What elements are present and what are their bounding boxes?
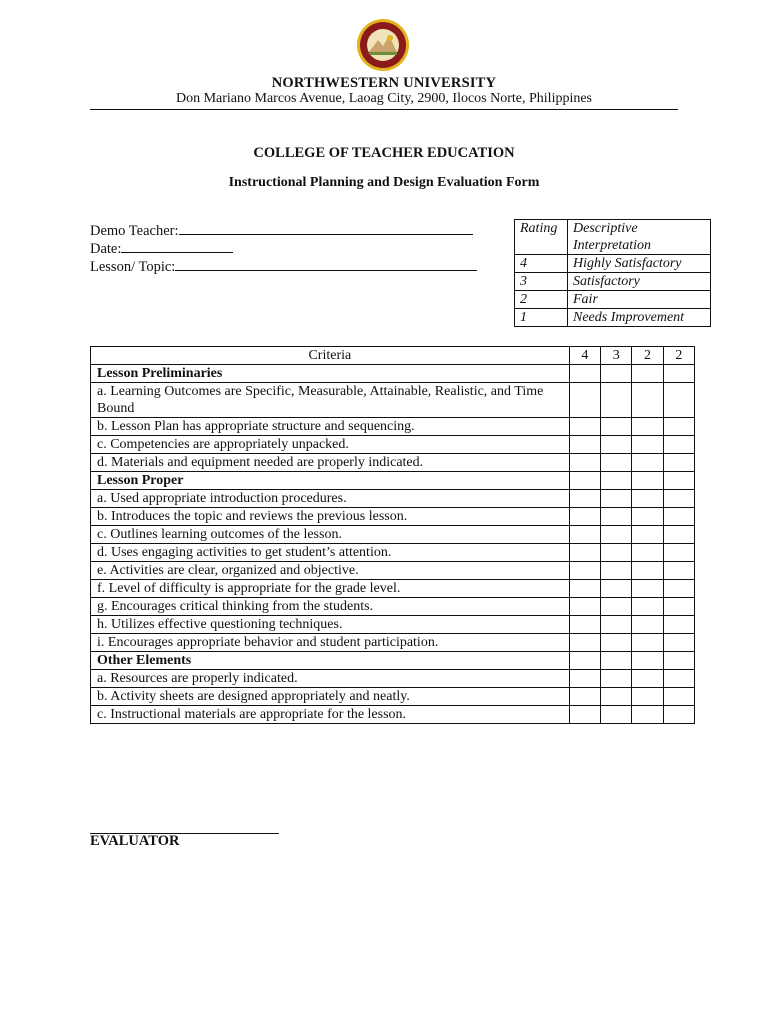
rating-cell[interactable] xyxy=(569,383,600,418)
rating-cell[interactable] xyxy=(569,418,600,436)
legend-header-description: Descriptive Interpretation xyxy=(568,220,711,255)
criterion-row xyxy=(91,490,695,508)
rating-cell[interactable] xyxy=(601,562,632,580)
criterion-text: b. Activity sheets are designed appropriately and neatly. xyxy=(91,688,570,706)
rating-cell[interactable] xyxy=(632,454,663,472)
rating-cell[interactable] xyxy=(632,544,663,562)
rating-cell[interactable] xyxy=(569,508,600,526)
header-divider xyxy=(90,109,678,110)
rating-cell[interactable] xyxy=(632,634,663,652)
university-name: NORTHWESTERN UNIVERSITY xyxy=(271,75,497,91)
rating-cell[interactable] xyxy=(663,688,694,706)
lesson-topic-blank[interactable] xyxy=(175,258,477,271)
university-address: Don Mariano Marcos Avenue, Laoag City, 2900, Ilocos Norte, Philippines xyxy=(175,91,593,106)
criteria-body xyxy=(91,365,695,724)
rating-header-2b: 2 xyxy=(663,347,694,365)
criterion-text: b. Lesson Plan has appropriate structure and sequencing. xyxy=(91,418,570,436)
rating-cell[interactable] xyxy=(663,490,694,508)
rating-cell[interactable] xyxy=(569,490,600,508)
date-label: Date: xyxy=(90,241,122,257)
rating-cell[interactable] xyxy=(632,706,663,724)
legend-rating: 3 xyxy=(515,273,568,291)
criterion-row xyxy=(91,383,695,418)
criterion-text: c. Competencies are appropriately unpacked. xyxy=(91,436,570,454)
demo-teacher-label: Demo Teacher: xyxy=(90,223,179,239)
criteria-header: Criteria xyxy=(91,347,570,365)
rating-cell[interactable] xyxy=(632,526,663,544)
section-row xyxy=(91,472,695,490)
criterion-row xyxy=(91,436,695,454)
criterion-text: f. Level of difficulty is appropriate for the grade level. xyxy=(91,580,570,598)
rating-cell[interactable] xyxy=(601,454,632,472)
criterion-row xyxy=(91,418,695,436)
rating-cell[interactable] xyxy=(601,418,632,436)
rating-cell[interactable] xyxy=(601,508,632,526)
rating-cell[interactable] xyxy=(663,544,694,562)
rating-cell[interactable] xyxy=(663,634,694,652)
rating-cell[interactable] xyxy=(601,544,632,562)
criterion-text: a. Used appropriate introduction procedures. xyxy=(91,490,570,508)
legend-rating: 4 xyxy=(515,255,568,273)
criterion-text: a. Learning Outcomes are Specific, Measurable, Attainable, Realistic, and Time Bound xyxy=(91,383,570,418)
rating-cell[interactable] xyxy=(663,365,694,383)
rating-cell[interactable] xyxy=(569,616,600,634)
criterion-text: e. Activities are clear, organized and objective. xyxy=(91,562,570,580)
rating-cell[interactable] xyxy=(663,562,694,580)
evaluator-label: EVALUATOR xyxy=(90,833,180,849)
rating-cell[interactable] xyxy=(663,706,694,724)
rating-cell[interactable] xyxy=(569,472,600,490)
rating-cell[interactable] xyxy=(663,616,694,634)
rating-cell[interactable] xyxy=(601,598,632,616)
rating-cell[interactable] xyxy=(632,472,663,490)
rating-cell[interactable] xyxy=(632,616,663,634)
rating-cell[interactable] xyxy=(569,634,600,652)
rating-cell[interactable] xyxy=(569,670,600,688)
legend-row xyxy=(515,291,711,309)
rating-cell[interactable] xyxy=(569,688,600,706)
rating-cell[interactable] xyxy=(569,544,600,562)
criterion-row xyxy=(91,670,695,688)
rating-cell[interactable] xyxy=(663,454,694,472)
rating-cell[interactable] xyxy=(632,580,663,598)
criterion-text: d. Materials and equipment needed are properly indicated. xyxy=(91,454,570,472)
rating-cell[interactable] xyxy=(663,383,694,418)
college-name: COLLEGE OF TEACHER EDUCATION xyxy=(253,145,515,161)
university-seal-icon xyxy=(356,18,410,72)
criteria-table xyxy=(90,346,695,724)
legend-description: Satisfactory xyxy=(568,273,711,291)
date-blank[interactable] xyxy=(121,240,233,253)
rating-cell[interactable] xyxy=(601,472,632,490)
criterion-row xyxy=(91,688,695,706)
lesson-topic-label: Lesson/ Topic: xyxy=(90,259,176,275)
legend-description: Fair xyxy=(568,291,711,309)
criterion-text: c. Outlines learning outcomes of the lesson. xyxy=(91,526,570,544)
section-title: Lesson Preliminaries xyxy=(91,365,570,383)
rating-cell[interactable] xyxy=(663,652,694,670)
rating-cell[interactable] xyxy=(601,670,632,688)
rating-cell[interactable] xyxy=(601,436,632,454)
rating-cell[interactable] xyxy=(663,526,694,544)
rating-cell[interactable] xyxy=(569,706,600,724)
rating-cell[interactable] xyxy=(632,383,663,418)
legend-row xyxy=(515,273,711,291)
rating-cell[interactable] xyxy=(601,365,632,383)
criterion-text: c. Instructional materials are appropriate for the lesson. xyxy=(91,706,570,724)
criterion-row xyxy=(91,508,695,526)
criterion-row xyxy=(91,706,695,724)
criterion-row xyxy=(91,544,695,562)
legend-rating: 2 xyxy=(515,291,568,309)
criterion-text: b. Introduces the topic and reviews the previous lesson. xyxy=(91,508,570,526)
section-title: Lesson Proper xyxy=(91,472,570,490)
rating-cell[interactable] xyxy=(632,688,663,706)
rating-cell[interactable] xyxy=(632,436,663,454)
lesson-topic-field[interactable] xyxy=(90,258,477,276)
legend-row xyxy=(515,255,711,273)
rating-cell[interactable] xyxy=(601,490,632,508)
section-title: Other Elements xyxy=(91,652,570,670)
rating-cell[interactable] xyxy=(569,580,600,598)
criterion-row xyxy=(91,526,695,544)
rating-cell[interactable] xyxy=(601,580,632,598)
date-field[interactable] xyxy=(90,240,233,258)
rating-cell[interactable] xyxy=(601,616,632,634)
rating-cell[interactable] xyxy=(601,634,632,652)
rating-cell[interactable] xyxy=(569,598,600,616)
rating-cell[interactable] xyxy=(601,383,632,418)
legend-row xyxy=(515,309,711,327)
criterion-text: i. Encourages appropriate behavior and student participation. xyxy=(91,634,570,652)
rating-cell[interactable] xyxy=(632,365,663,383)
criterion-text: d. Uses engaging activities to get student’s attention. xyxy=(91,544,570,562)
rating-cell[interactable] xyxy=(663,598,694,616)
rating-header-4: 4 xyxy=(569,347,600,365)
rating-cell[interactable] xyxy=(601,688,632,706)
legend-description: Highly Satisfactory xyxy=(568,255,711,273)
criterion-text: a. Resources are properly indicated. xyxy=(91,670,570,688)
rating-cell[interactable] xyxy=(663,418,694,436)
rating-cell[interactable] xyxy=(601,526,632,544)
rating-cell[interactable] xyxy=(601,652,632,670)
rating-cell[interactable] xyxy=(569,436,600,454)
rating-cell[interactable] xyxy=(632,508,663,526)
criterion-row xyxy=(91,634,695,652)
criterion-row xyxy=(91,580,695,598)
criterion-row xyxy=(91,562,695,580)
criterion-text: h. Utilizes effective questioning techniques. xyxy=(91,616,570,634)
criterion-row xyxy=(91,454,695,472)
rating-cell[interactable] xyxy=(632,562,663,580)
rating-cell[interactable] xyxy=(663,472,694,490)
rating-cell[interactable] xyxy=(663,436,694,454)
rating-header-2: 2 xyxy=(632,347,663,365)
criterion-row xyxy=(91,598,695,616)
rating-cell[interactable] xyxy=(601,706,632,724)
rating-cell[interactable] xyxy=(569,526,600,544)
legend-description: Needs Improvement xyxy=(568,309,711,327)
rating-cell[interactable] xyxy=(632,490,663,508)
rating-cell[interactable] xyxy=(569,562,600,580)
rating-cell[interactable] xyxy=(632,418,663,436)
rating-cell[interactable] xyxy=(632,598,663,616)
form-title: Instructional Planning and Design Evaluation Form xyxy=(228,175,540,190)
demo-teacher-field[interactable] xyxy=(90,222,473,240)
legend-rating: 1 xyxy=(515,309,568,327)
rating-cell[interactable] xyxy=(569,365,600,383)
criterion-text: g. Encourages critical thinking from the students. xyxy=(91,598,570,616)
rating-cell[interactable] xyxy=(663,580,694,598)
rating-cell[interactable] xyxy=(663,670,694,688)
rating-cell[interactable] xyxy=(569,454,600,472)
rating-header-3: 3 xyxy=(601,347,632,365)
legend-header-rating: Rating xyxy=(515,220,568,255)
criteria-header-row xyxy=(91,347,695,365)
rating-cell[interactable] xyxy=(569,652,600,670)
rating-cell[interactable] xyxy=(663,508,694,526)
criterion-row xyxy=(91,616,695,634)
legend-header-row xyxy=(515,220,711,255)
rating-cell[interactable] xyxy=(632,652,663,670)
section-row xyxy=(91,652,695,670)
demo-teacher-blank[interactable] xyxy=(179,222,473,235)
rating-cell[interactable] xyxy=(632,670,663,688)
section-row xyxy=(91,365,695,383)
rating-legend-table xyxy=(514,219,711,327)
